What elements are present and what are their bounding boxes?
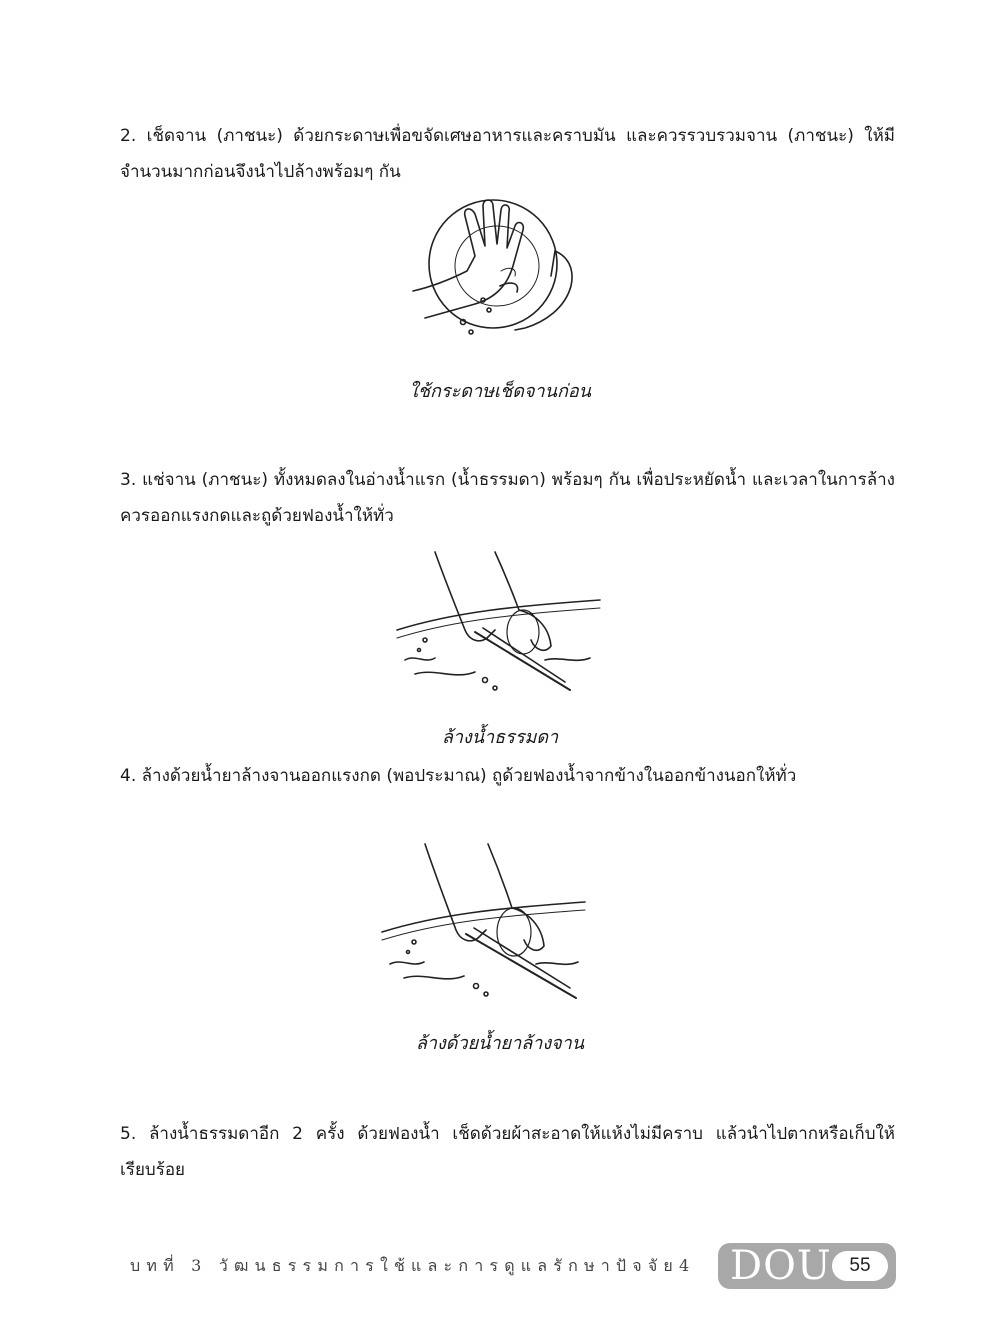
step-2-caption: ใช้กระดาษเช็ดจานก่อน (409, 381, 591, 402)
step-3-caption: ล้างน้ำธรรมดา (441, 727, 559, 748)
page-badge (718, 1243, 896, 1289)
page-number: 55 (832, 1251, 888, 1281)
step-4-text: 4. ล้างด้วยน้ำยาล้างจานออกแรงกด (พอประมาณ) ถูด้วยฟองน้ำจากข้างในออกข้างนอกให้ทั่ว (120, 766, 797, 786)
step-4-caption: ล้างด้วยน้ำยาล้างจาน (415, 1033, 585, 1054)
wash-plain-water-illustration (395, 550, 605, 695)
dou-logo: DOU (730, 1243, 832, 1289)
chapter-title: บทที่ 3 วัฒนธรรมการใช้และการดูแลรักษาปัจจัย4 (130, 1256, 696, 1275)
step-2-text: 2. เช็ดจาน (ภาชนะ) ด้วยกระดาษเพื่อขจัดเศษอาหารและคราบมัน และควรรวบรวมจาน (ภาชนะ) ให้มีจำนวนมากก่อนจึงนำไปล้างพร้อมๆ กัน (120, 126, 895, 182)
step-3-text: 3. แช่จาน (ภาชนะ) ทั้งหมดลงในอ่างน้ำแรก (น้ำธรรมดา) พร้อมๆ กัน เพื่อประหยัดน้ำ และเวลาในการล้างควรออกแรงกดและถูด้วยฟองน้ำให้ทั่ว (120, 470, 895, 526)
step-5-text: 5. ล้างน้ำธรรมดาอีก 2 ครั้ง ด้วยฟองน้ำ เช็ดด้วยผ้าสะอาดให้แห้งไม่มีคราบ แล้วนำไปตากหรือเก็บให้เรียบร้อย (120, 1124, 895, 1180)
wash-dish-soap-illustration (380, 842, 590, 1002)
wipe-plate-illustration (405, 196, 590, 346)
